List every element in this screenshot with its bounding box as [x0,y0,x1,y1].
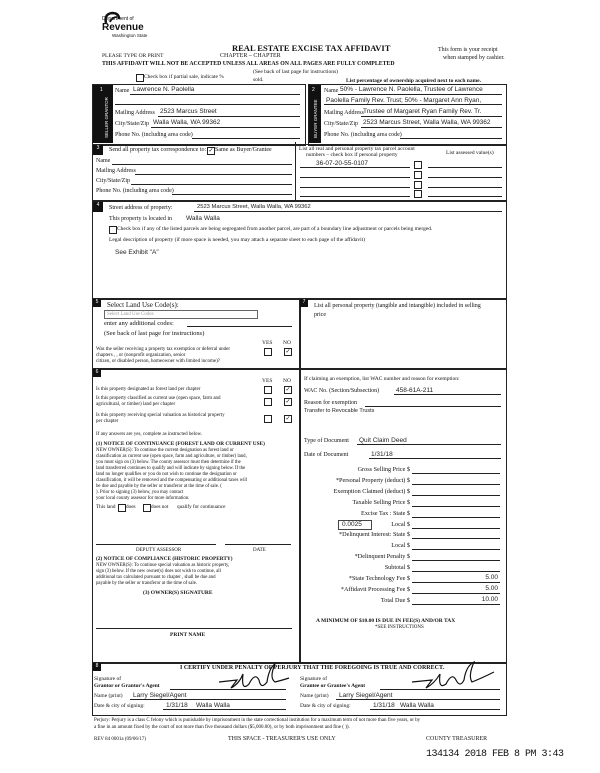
parcel-divider [295,142,296,200]
buyer-name-line2[interactable]: Paolella Family Rev. Trust; 50% - Margaret Ann Ryan, [326,97,482,104]
exempt-no-checkbox[interactable]: ✓ [285,349,291,355]
parcel-line3 [300,187,410,188]
street-label: Street address of property: [109,205,173,211]
tax-row-value[interactable]: 10.00 [481,596,498,603]
notice-line: land transferred continues to qualify and will indicate by signing below. If the [96,466,246,471]
parcel-line1 [300,167,410,168]
buyer-name-line1[interactable]: 50% - Lawrence N. Paolella, Trustee of Lawrence [340,86,483,93]
tax-row-line [412,560,500,561]
buyer-city-label: City/State/Zip [324,121,358,127]
parcel-number[interactable]: 36-07-20-55-0107 [316,160,369,167]
seller-city[interactable]: Walla Walla, WA 99362 [153,119,221,126]
doc-date-label: Date of Document [304,452,349,458]
deputy-assessor-label: DEPUTY ASSESSOR [136,548,182,553]
qualify-label: qualify for continuance [177,504,226,510]
pct-ownership-note: List percentage of ownership acquired next to each name. [346,78,481,84]
forest-yes: YES [262,378,273,384]
notice-line: your local county assessor for more information. [96,496,190,501]
corr-mailing-line [135,174,292,175]
tax-row-label: Gross Selling Price $ [357,466,410,473]
other-codes-line [187,326,292,327]
print-name-label: PRINT NAME [170,632,206,638]
tax-row-label: *Personal Property (deduct) $ [335,477,410,484]
not-accepted-note: THIS AFFIDAVIT WILL NOT BE ACCEPTED UNLESS ALL AREAS ON ALL PAGES ARE FULLY COMPLETED [102,61,395,67]
grantor-print-name[interactable]: Larry Siegel/Agent [133,692,187,699]
tax-row-line [412,495,500,496]
reason-text[interactable]: Transfer to Revocable Trusts [304,408,375,414]
grantee-date[interactable]: 1/31/18 [373,702,395,709]
grantor-print-line [130,699,286,700]
owner-signature-label: (3) OWNER(S) SIGNATURE [143,590,213,596]
tax-row-line [412,528,500,529]
tax-row-label: Local $ [391,521,410,528]
street-line [194,211,502,212]
wac-line [394,394,501,395]
seller-city-label: City/State/Zip [115,121,149,127]
deputy-line [96,544,216,545]
tax-row-value[interactable]: 5.00 [485,574,498,581]
perjury-line1: Perjury: Perjury is a class C felony which is punishable by imprisonment in the state correctional institution for a maximum term of not more than five years, or by [94,718,421,723]
grantee-city[interactable]: Walla Walla [400,702,434,709]
exempt-question1: Was the seller receiving a property tax exemption or deferral under [96,347,230,352]
owner-signature-line [96,628,292,629]
buyer-name-rule2 [324,104,502,105]
corr-phone-label: Phone No. (including area code) [96,188,174,194]
chapter-line: CHAPTER – CHAPTER [220,53,281,59]
legal-description[interactable]: See Exhibit "A" [115,249,159,256]
see-back-note: (See back of last page for instructions) [253,69,338,75]
land-does-checkbox[interactable] [118,504,126,512]
doc-date[interactable]: 1/31/18 [371,451,393,458]
grantee-sig-label2: Grantee or Grantee's Agent [300,683,366,689]
historic-title: (2) NOTICE OF COMPLIANCE (HISTORIC PROPERTY) [96,556,233,562]
forest-q2a: Is this property classified as current use (open space, farm and [96,396,221,401]
grantee-print-name[interactable]: Larry Siegel/Agent [339,692,393,699]
forest-q2-yes[interactable] [264,398,272,406]
county-treasurer-label: COUNTY TREASURER [426,736,488,742]
deputy-date-label: DATE [253,548,266,553]
type-or-print: PLEASE TYPE OR PRINT [102,53,164,59]
corr-mailing-label: Mailing Address [96,168,136,174]
tax-row-label: Taxable Selling Price $ [352,499,410,506]
tax-row-label: Total Due $ [380,597,410,604]
assessed-label: List assessed value(s) [446,150,494,156]
forest-q1-yes[interactable] [264,386,272,394]
seller-city-line [151,127,300,128]
forest-q1-no[interactable]: ✓ [285,387,291,393]
land-does-label: This land [96,504,116,510]
doc-type-label: Type of Document [304,438,349,444]
forest-note: If any answers are yes, complete as instructed below. [96,432,203,437]
segregated-label: Check box if any of the listed parcels are being segregated from another parcel, are part of a boundary line adjustment or parcels being merged. [117,226,433,232]
same-as-buyer-label: Same as Buyer/Grantee [215,147,272,153]
assessed-line2 [428,177,502,178]
land-use-title: Select Land Use Code(s): [107,301,179,309]
historic-line: payable by the seller or transferor at the time of sale. [96,581,198,586]
seller-name-line [130,94,300,95]
receipt-note2: when stamped by cashier. [443,55,505,61]
forest-q3-no[interactable]: ✓ [285,416,291,422]
doc-date-line [369,458,501,459]
tax-row-line [412,473,500,474]
form-title: REAL ESTATE EXCISE TAX AFFIDAVIT [232,43,391,53]
personal-property-checkbox[interactable] [414,161,422,169]
dept-line2: Revenue [102,22,144,33]
buyer-name-label: Name [324,88,339,94]
tax-row-line [412,593,500,594]
personal-section-number: 7 [302,299,306,305]
buyer-mailing-line [361,116,502,117]
land-use-select[interactable]: Select Land Use Codes [104,310,258,319]
personal-property-text1: List all personal property (tangible and intangible) included in selling [314,303,481,309]
grantee-date-label: Date & city of signing: [300,703,351,709]
historic-line: additional tax calculated pursuant to chapter , shall be due and [96,575,216,580]
grantee-signature [408,658,498,692]
partial-sale-label: Check box if partial sale, indicate % [144,74,224,80]
notice-line: classification as current use (open space, farm and agriculture, or timber) land, [96,454,247,459]
correspondence-section-tab [93,145,103,155]
certify-title: I CERTIFY UNDER PENALTY OF PERJURY THAT THE FOREGOING IS TRUE AND CORRECT. [180,665,445,671]
street-address[interactable]: 2523 Marcus Street, Walla Walla, WA 99362 [197,204,311,210]
dept-line1: Department of [102,16,134,22]
property-section-tab [93,202,103,212]
located-label: This property is located in [109,216,172,222]
grantee-sig-label1: Signature of [300,676,328,682]
land-use-see-back: (See back of last page for instructions) [104,330,205,337]
seller-phone-label: Phone No. (including area code) [115,132,193,138]
buyer-city[interactable]: 2523 Marcus Street, Walla Walla, WA 99362 [363,119,491,126]
property-section-number: 4 [96,202,100,208]
forest-q3a: Is this property receiving special valuation as historical property [96,413,225,418]
buyer-section-number: 2 [312,87,315,93]
parcel-line2 [300,177,410,178]
assessed-line4 [428,196,502,197]
exempt-question2: chapters , , or (nonprofit organization, senior [96,353,186,358]
parcel-header1: List all real and personal property tax parcel account [299,146,415,152]
wac-label: WAC No. (Section/Subsection) [304,388,380,394]
grantee-date-line [370,709,500,710]
grantor-print-label: Name (print) [94,693,123,699]
personal-property-checkbox[interactable] [414,181,422,189]
notice-line: you must sign on (3) below. The county assessor must then determine if the [96,460,241,465]
other-codes-label: enter any additional codes: [104,320,174,327]
segregated-checkbox[interactable] [109,226,117,234]
corr-name-line [112,164,292,165]
grantor-sig-label1: Signature of [94,676,122,682]
tax-row-line [412,517,500,518]
buyer-mailing[interactable]: Trustee of Margaret Ryan Family Rev. Tr. [363,108,482,115]
seller-name[interactable]: Lawrence N. Paolella [133,86,195,93]
historic-line: NEW OWNER(S): To continue special valuation as historic property, [96,563,230,568]
land-use-section-number: 5 [95,299,99,305]
certify-section-tab [93,663,101,671]
personal-section-tab [300,299,308,307]
tax-row-label: Excise Tax : State $ [361,510,410,517]
tax-row-line [412,571,500,572]
perjury-line2: a fine in an amount fixed by the court of not more than five thousand dollars ($5,000.00), or by both imprisonment and fine ( )). [94,725,350,730]
local-rate[interactable]: 0.0025 [342,521,362,528]
form-number: REV 84 0001a (09/06/17) [94,737,146,742]
sold-label: sold. [253,77,264,83]
receipt-stamp: 134134 2018 FEB 8 PM 3:43 [426,749,564,760]
doc-type[interactable]: Quit Claim Deed [359,437,407,444]
notice-line: classification, it will be removed and the compensating or additional taxes will [96,478,248,483]
treasurer-only-label: THIS SPACE - TREASURER'S USE ONLY [228,736,336,742]
grantor-date-line [163,709,286,710]
forest-q1: Is this property designated as forest land per chapter [96,387,201,392]
doc-type-line [357,444,501,445]
wac-number[interactable]: 458-61A-211 [396,387,434,394]
tax-row-label: Local $ [391,542,410,549]
notice-line: be due and payable by the seller or transferor at the time of sale. ( [96,484,222,489]
certify-section-number: 8 [95,663,99,669]
seller-side-label: SELLER GRANTOR [104,97,109,138]
forest-q2b: agricultural, or timber) land per chapter [96,402,176,407]
reason-line [365,406,501,407]
deputy-date-line [225,544,291,545]
seller-section-tab [93,85,113,143]
notice-line: NEW OWNER(S): To continue the current designation as forest land or [96,448,234,453]
correspondence-section-number: 3 [96,145,100,151]
corr-phone-line [172,194,292,195]
buyer-city-line [361,127,502,128]
seller-name-line2 [115,104,300,105]
partial-sale-checkbox[interactable] [136,74,144,82]
same-as-buyer-checkbox[interactable]: ✓ [208,148,214,154]
exempt-yes-checkbox[interactable] [264,348,272,356]
reason-label: Reason for exemption [304,400,357,406]
seller-mailing[interactable]: 2523 Marcus Street [160,108,217,115]
tax-row-label: *Delinquent Interest: State $ [339,531,410,538]
land-does-not-checkbox[interactable] [143,504,151,512]
land-use-yes: YES [262,340,273,346]
forest-section-number: 6 [95,369,99,375]
historic-line: sign (3) below. If the new owner(s) does not wish to continue, all [96,569,221,574]
seller-mailing-line [158,116,300,117]
located-in[interactable]: Walla Walla [186,215,220,222]
tax-row-label: *State Technology Fee $ [348,575,410,582]
tax-row-line [412,549,500,550]
personal-property-text2: price [314,312,326,318]
buyer-name-rule1 [338,94,502,95]
does-not-label: does not [151,504,169,510]
buyer-phone-label: Phone No. (including area code) [324,132,402,138]
tax-row-line [412,506,500,507]
tax-row-label: *Delinquent Penalty $ [354,553,410,560]
tax-row-line [412,538,500,539]
minimum-note2: *SEE INSTRUCTIONS [375,625,424,630]
does-label: does [126,504,136,510]
notice-line: ). Prior to signing (3) below, you may contact [96,490,184,495]
forest-no: NO [283,378,291,384]
assessed-line1 [428,167,502,168]
receipt-note1: This form is your receipt [438,47,498,53]
minimum-note1: A MINIMUM OF $10.00 IS DUE IN FEE(S) AND/OR TAX [316,618,456,624]
tax-row-value[interactable]: 5.00 [485,585,498,592]
buyer-phone-line [400,138,502,139]
grantor-date-label: Date & city of signing: [94,703,145,709]
corr-city-line [131,184,292,185]
forest-q3b: per chapter [96,419,119,424]
personal-property-checkbox[interactable] [414,190,422,198]
corr-city-label: City/State/Zip [96,178,130,184]
grantor-date[interactable]: 1/31/18 [166,702,188,709]
tax-row-label: *Affidavit Processing Fee $ [340,586,410,593]
parcel-header2: numbers – check box if personal property [306,152,398,158]
seller-mailing-label: Mailing Address [115,110,155,116]
tax-row-label: Subtotal $ [384,564,410,571]
forest-q2-no[interactable]: ✓ [285,399,291,405]
seller-name-label: Name [115,88,130,94]
grantee-print-line [336,699,500,700]
notice-title: (1) NOTICE OF CONTINUANCE (FOREST LAND OR CURRENT USE) [96,441,265,447]
dept-line3: Washington State [112,33,148,38]
buyer-side-label: BUYER GRANTEE [313,99,318,138]
grantee-print-label: Name (print) [300,693,329,699]
seller-section-number: 1 [100,87,103,93]
buyer-mailing-label: Mailing Address [324,110,364,116]
seller-phone-line [192,138,300,139]
parcel-line4 [300,196,410,197]
tax-row-line [412,484,500,485]
legal-label: Legal description of property (if more space is needed, you may attach a separate sheet to each page of the affidavit) [109,237,365,243]
forest-q3-yes[interactable] [264,415,272,423]
assessed-line3 [428,187,502,188]
land-use-no: NO [283,340,291,346]
corr-name-label: Name [96,158,111,164]
personal-property-checkbox[interactable] [414,171,422,179]
grantor-sig-label2: Grantor or Grantor's Agent [94,683,160,689]
land-use-section-tab [93,299,101,307]
send-correspondence-label: Send all property tax correspondence to: [109,147,207,153]
exempt-question3: citizen, or disabled person, homeowner with limited income)? [96,359,220,364]
tax-row-line [412,582,500,583]
tax-row-line [412,604,500,605]
forest-section-tab [93,369,101,377]
grantor-city[interactable]: Walla Walla [196,702,230,709]
tax-row-label: Exemption Claimed (deduct) $ [333,488,410,495]
exemption-claim-label: If claiming an exemption, list WAC number and reason for exemption: [304,376,460,382]
notice-line: land no longer qualifies or you do not wish to continue the designation or [96,472,237,477]
grantor-signature [215,660,291,694]
